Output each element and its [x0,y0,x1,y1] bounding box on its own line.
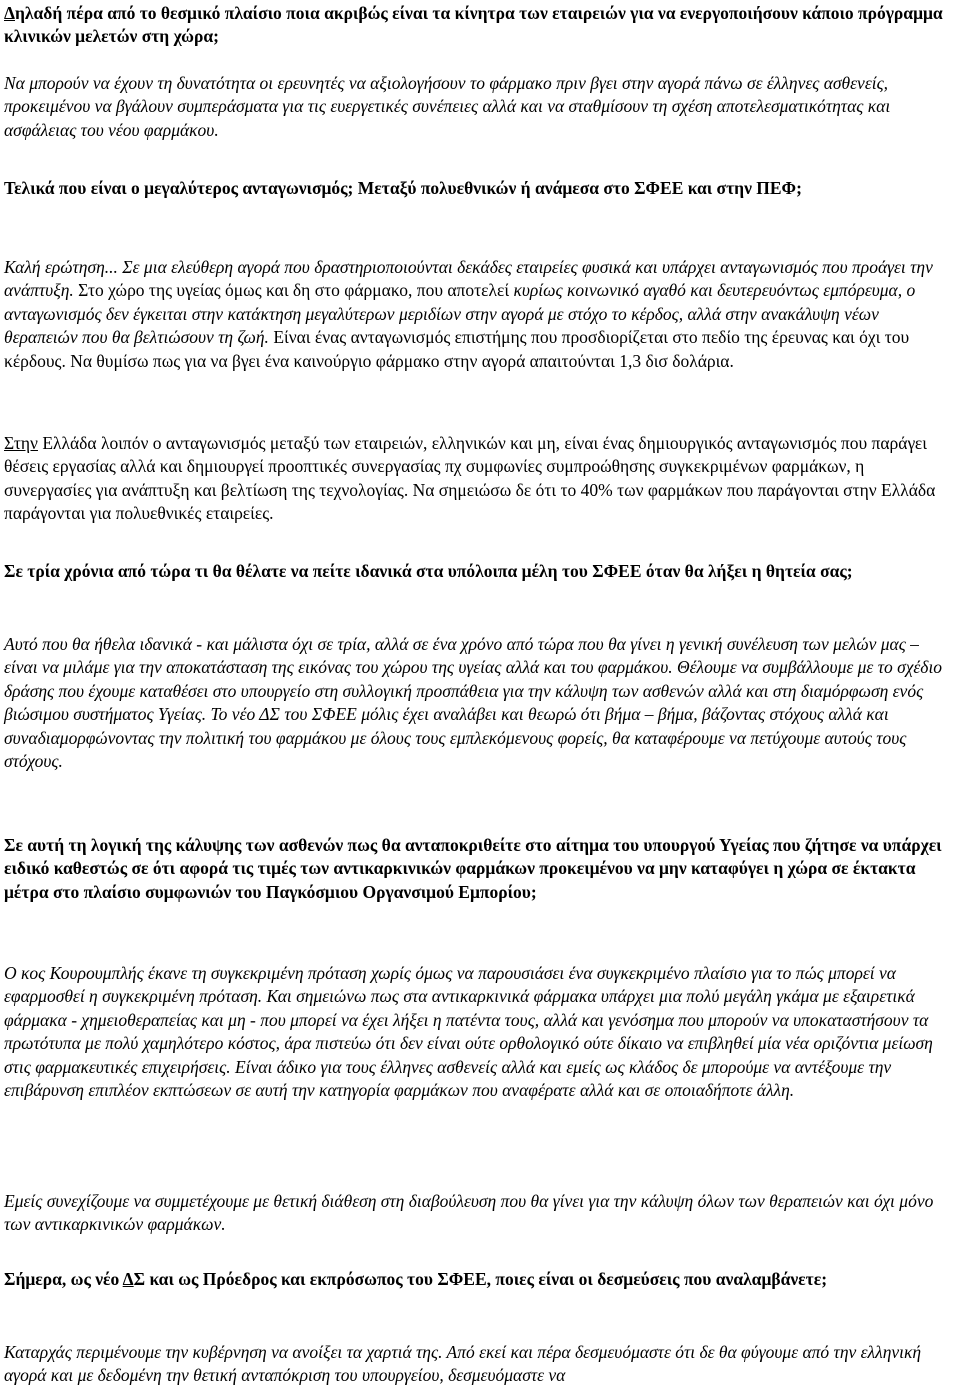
answer-competition-part2: Στο χώρο της υγείας όμως και δη στο φάρμακο, που αποτελεί [78,280,510,301]
answer-consultation: Εμείς συνεχίζουμε να συμμετέχουμε με θετική διάθεση στη διαβούλευση που θα γίνει για την κάλυψη όλων των θεραπειών και όχι μόνο των αντικαρκινικών φαρμάκων. [4,1191,934,1235]
answer-three-years: Αυτό που θα ήθελα ιδανικά - και μάλιστα όχι σε τρία, αλλά σε ένα χρόνο από τώρα που θα γίνει η γενική συνέλευση των μελών μας – είναι να μιλάμε για την αποκατάσταση της εικόνας του χώρου της υγείας αλλά και του φαρμάκου. Θέλουμε να συμβάλλουμε με το σχέδιο δράσης που έχουμε καταθέσει στο υπουργείο στη συλλογική προσπάθεια για την κάλυψη των ασθενών αλλά και στη διαμόρφωση ενός βιώσιμου συστήματος Υγείας. Το νέο ΔΣ του ΣΦΕΕ μόλις έχει αναλάβει και θεωρώ ότι βήμα – βήμα, βάζοντας στόχους αλλά και συναδιαμορφώνοντας την πολιτική του φαρμάκου με όλους τους εμπλεκόμενους φορείς, θα καταφέρουμε να πετύχουμε αυτούς τους στόχους. [4,634,943,772]
question-incentives-lead: Δ [4,3,15,23]
question-commitments [4,1268,954,1291]
answer-competition [4,256,954,373]
answer-competition-part1: Καλή ερώτηση... Σε μια ελεύθερη αγορά που δραστηριοποιούνται δεκάδες εταιρείες φυσικά και υπάρχει ανταγωνισμός που προάγει την ανάπτυξη. [4,257,933,301]
answer-incentives: Να μπορούν να έχουν τη δυνατότητα οι ερευνητές να αξιολογήσουν το φάρμακο πριν βγει στην αγορά πάνω σε έλληνες ασθενείς, προκειμένου να βγάλουν συμπεράσματα για τις ευεργετικές συνέπειες αλλά και να σταθμίσουν τη σχέση αποτελεσματικότητας και ασφάλειας του νέου φαρμάκου. [4,73,891,140]
question-competition: Τελικά που είναι ο μεγαλύτερος ανταγωνισμός; Μεταξύ πολυεθνικών ή ανάμεσα στο ΣΦΕΕ και στην ΠΕΦ; [4,178,802,198]
question-three-years: Σε τρία χρόνια από τώρα τι θα θέλατε να πείτε ιδανικά στα υπόλοιπα μέλη του ΣΦΕΕ όταν θα λήξει η θητεία σας; [4,561,853,581]
answer-greece-competition-first: Στην [4,433,38,453]
answer-greece-competition [4,432,954,526]
question-commitments-before: Σήμερα, ως νέο [4,1269,123,1289]
answer-greece-competition-text: Ελλάδα λοιπόν ο ανταγωνισμός μεταξύ των εταιρειών, ελληνικών και μη, είναι ένας δημιουργικός ανταγωνισμός που παράγει θέσεις εργασίας αλλά και δημιουργεί προοπτικές συνεργασίας πχ συμφωνίες συμπροώθησης συγκεκριμένων φαρμάκων, η συνεργασίες για ανάπτυξη και βελτίωση της τεχνολογίας. Να σημειώσω δε ότι το 40% των φαρμάκων που παράγονται στην Ελλάδα παράγονται για πολυεθνικές εταιρείες. [4,433,936,524]
answer-competition-part3: κυρίως κοινωνικό αγαθό και δευτερευόντως εμπόρευμα, ο ανταγωνισμός δεν έγκειται στην κατάκτηση μεγαλύτερων μεριδίων στην αγορά με στόχο το κέρδος, αλλά στην ανακάλυψη νέων θεραπειών που θα βελτιώσουν τη ζωή. [4,280,916,348]
question-anticancer-drugs: Σε αυτή τη λογική της κάλυψης των ασθενών πως θα ανταποκριθείτε στο αίτημα του υπουργού Υγείας που ζήτησε να υπάρχει ειδικό καθεστώς σε ότι αφορά τις τιμές των αντικαρκινικών φαρμάκων προκειμένου να μην καταφύγει η χώρα σε έκτακτα μέτρα στο πλαίσιο συμφωνιών του Παγκόσμιου Οργανσιμού Εμπορίου; [4,835,942,902]
answer-anticancer-drugs: Ο κος Κουρουμπλής έκανε τη συγκεκριμένη πρόταση χωρίς όμως να παρουσιάσει ένα συγκεκριμένο πλαίσιο για το πώς μπορεί να εφαρμοσθεί η συγκεκριμένη πρόταση. Και σημειώνω πως στα αντικαρκινικά φάρμακα υπάρχει μια πολύ μεγάλη γκάμα με εξαιρετικά φάρμακα - χημειοθεραπείας και μη - που μπορεί να έχει λήξει η πατέντα τους, αλλά και γενόσημα που μπορούν να υποκαταστήσουν τα πρωτότυπα με πολύ χαμηλότερο κόστος, άρα πιστεύω ότι δεν είναι ούτε ορθολογικό ούτε δίκαιο να επιβληθεί μία νέα οριζόντια μείωση στις φαρμακευτικές επιχειρήσεις. Είναι άδικο για τους έλληνες ασθενείς αλλά και εμείς ως κλάδος δε μπορούμε να αντέξουμε την επιβάρυνση επιπλέον εκπτώσεων σε αυτή την κατηγορία φαρμάκων που αναφέρατε αλλά και σε οποιαδήποτε άλλη. [4,963,933,1101]
question-incentives-text: ηλαδή πέρα από το θεσμικό πλαίσιο ποια ακριβώς είναι τα κίνητρα των εταιρειών για να ενεργοποιήσουν κάποιο πρόγραμμα κλινικών μελετών στη χώρα; [4,3,943,47]
question-incentives [4,2,954,49]
question-commitments-underlined: Δ [122,1269,134,1289]
answer-commitments: Καταρχάς περιμένουμε την κυβέρνηση να ανοίξει τα χαρτιά της. Από εκεί και πέρα δεσμευόμαστε ότι δε θα φύγουμε από την ελληνική αγορά και με δεδομένη την θετική ανταπόκριση του υπουργείου, δεσμευόμαστε να [4,1342,922,1386]
question-commitments-after: Σ και ως Πρόεδρος και εκπρόσωπος του ΣΦΕΕ, ποιες είναι οι δεσμεύσεις που αναλαμβάνετε; [133,1269,828,1289]
answer-competition-part4: Είναι ένας ανταγωνισμός επιστήμης που προσδιορίζεται στο πεδίο της έρευνας και όχι του κέρδους. Να θυμίσω πως για να βγει ένα καινούργιο φάρμακο στην αγορά απαιτούνται 1,3 δισ δολάρια. [4,327,910,371]
